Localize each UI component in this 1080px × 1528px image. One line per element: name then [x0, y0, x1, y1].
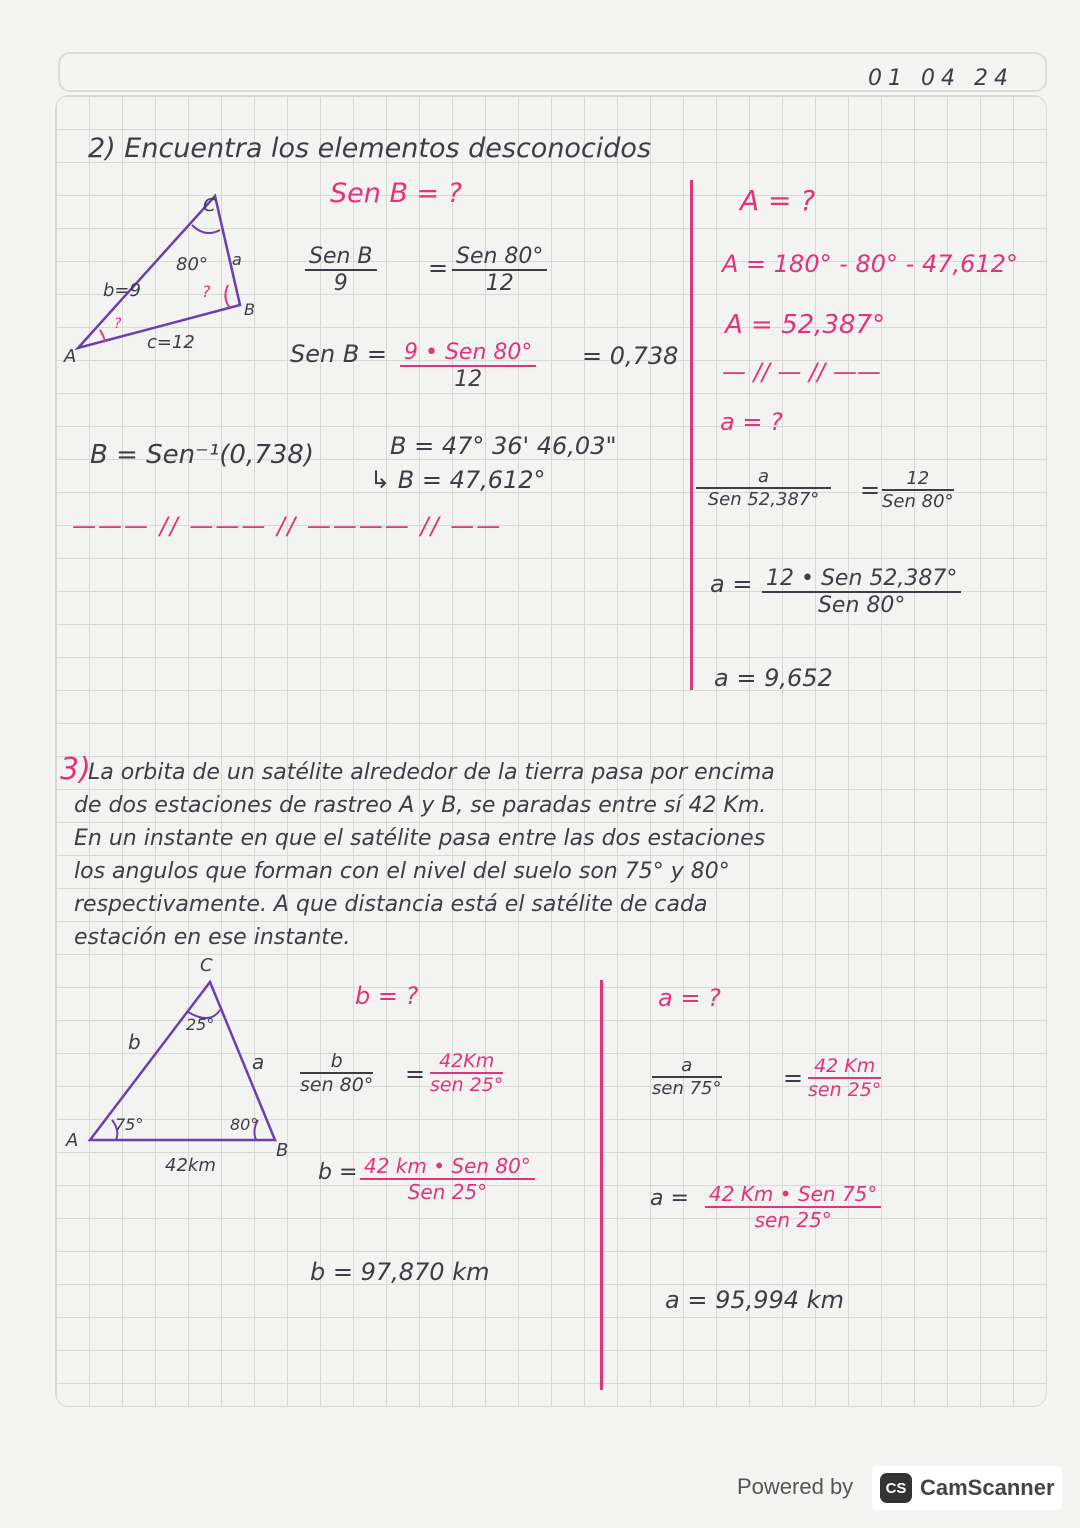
numerator: 42Km: [430, 1050, 503, 1074]
denominator: 12: [485, 271, 514, 296]
denominator: sen 25°: [808, 1079, 882, 1101]
ratio-rhs: [452, 244, 547, 296]
equals: =: [860, 476, 881, 504]
numerator: a: [696, 466, 831, 489]
angle-c-label: 80°: [176, 254, 208, 275]
denominator: sen 25°: [430, 1074, 504, 1096]
a-ratio-rhs: [808, 1055, 881, 1101]
problem3-number: 3): [60, 752, 91, 787]
denominator: sen 75°: [652, 1078, 722, 1099]
statement-line: los angulos que forman con el nivel del suelo son 75° y 80°: [74, 859, 730, 884]
numerator: 12 • Sen 52,387°: [762, 566, 961, 593]
b-decimal: ↳ B = 47,612°: [370, 466, 546, 494]
camscanner-badge: [872, 1466, 1062, 1510]
denominator: sen 80°: [300, 1074, 374, 1096]
a-lhs: a =: [650, 1186, 689, 1211]
numerator: 42 km • Sen 80°: [360, 1154, 535, 1180]
a-title: a = ?: [658, 984, 721, 1012]
a-fraction: [705, 1182, 881, 1232]
b-dms: B = 47° 36' 46,03": [390, 432, 617, 460]
side-c-label: c=12: [147, 332, 195, 353]
b-fraction: [360, 1154, 535, 1204]
statement-line: respectivamente. A que distancia está el satélite de cada: [74, 892, 708, 917]
senb-result: = 0,738: [582, 342, 679, 370]
triangle-diagram-2: [70, 970, 300, 1160]
b-result: b = 97,870 km: [310, 1258, 490, 1286]
camscanner-brand: CamScanner: [920, 1475, 1055, 1500]
side-b-label: b: [128, 1030, 141, 1054]
denominator: Sen 80°: [882, 491, 954, 512]
side-a-ratio-rhs: [882, 468, 954, 512]
column-divider-2: [600, 980, 603, 1390]
numerator: 9 • Sen 80°: [400, 340, 536, 367]
vertex-c: C: [203, 195, 216, 216]
angle-b-label: 80°: [230, 1115, 259, 1134]
senb-fraction: [400, 340, 536, 392]
vertex-b: B: [244, 300, 255, 319]
denominator: Sen 52,387°: [707, 489, 820, 510]
problem2-title: 2) Encuentra los elementos desconocidos: [88, 133, 652, 164]
date: 01 04 24: [868, 66, 1014, 91]
angle-a-label: ?: [114, 316, 122, 332]
numerator: 12: [882, 468, 954, 491]
ratio-lhs: [305, 244, 377, 296]
numerator: b: [300, 1050, 373, 1074]
denominator: sen 25°: [754, 1208, 832, 1232]
b-inverse: B = Sen⁻¹(0,738): [90, 440, 314, 470]
statement-line: estación en ese instante.: [74, 925, 351, 950]
senb-lhs: Sen B =: [290, 340, 388, 368]
statement-line: En un instante en que el satélite pasa entre las dos estaciones: [74, 826, 766, 851]
numerator: Sen 80°: [452, 244, 547, 271]
side-a-ratio-lhs: [696, 466, 831, 510]
separator: ——— // ——— // ———— // ——: [72, 512, 503, 540]
powered-by-text: Powered by: [737, 1474, 854, 1499]
side-c-label: 42km: [165, 1155, 216, 1176]
a-ratio-lhs: [652, 1055, 722, 1099]
b-title: b = ?: [355, 982, 419, 1010]
numerator: a: [652, 1055, 722, 1078]
numerator: 42 Km • Sen 75°: [705, 1182, 881, 1208]
side-b-label: b=9: [103, 280, 141, 301]
vertex-b: B: [276, 1140, 289, 1161]
a-angle-calc: A = 180° - 80° - 47,612°: [722, 250, 1018, 278]
side-a-title: a = ?: [720, 408, 783, 436]
side-a-fraction: [762, 566, 961, 618]
b-ratio-lhs: [300, 1050, 373, 1096]
vertex-a: A: [66, 1130, 79, 1151]
denominator: 9: [333, 271, 348, 296]
angle-b-label: ?: [202, 282, 211, 301]
a-result: a = 95,994 km: [665, 1286, 844, 1314]
camscanner-logo-icon: CS: [880, 1473, 912, 1503]
side-a-result: a = 9,652: [714, 664, 833, 692]
side-a-label: a: [232, 250, 242, 269]
angle-a-label: 75°: [115, 1115, 144, 1134]
column-divider: [690, 180, 693, 690]
b-ratio-rhs: [430, 1050, 503, 1096]
side-a-label: a: [252, 1050, 265, 1074]
vertex-a: A: [64, 346, 77, 367]
denominator: Sen 25°: [407, 1180, 488, 1204]
statement-line: de dos estaciones de rastreo A y B, se paradas entre sí 42 Km.: [74, 793, 767, 818]
a-angle-result: A = 52,387°: [725, 310, 886, 340]
numerator: Sen B: [305, 244, 377, 271]
b-lhs: b =: [318, 1160, 358, 1185]
sen-b-title: Sen B = ?: [330, 178, 463, 209]
side-a-lhs: a =: [710, 570, 753, 598]
a-angle-title: A = ?: [740, 184, 816, 217]
equals: =: [405, 1060, 426, 1088]
equals: =: [428, 254, 449, 282]
statement-line: La orbita de un satélite alrededor de la tierra pasa por encima: [88, 760, 775, 785]
denominator: 12: [454, 367, 483, 392]
problem3-statement: [74, 760, 1018, 958]
vertex-c: C: [200, 955, 213, 976]
separator-2: — // — // ——: [722, 358, 881, 386]
equals: =: [783, 1064, 804, 1092]
denominator: Sen 80°: [817, 593, 906, 618]
numerator: 42 Km: [808, 1055, 881, 1079]
angle-c-label: 25°: [186, 1015, 215, 1034]
